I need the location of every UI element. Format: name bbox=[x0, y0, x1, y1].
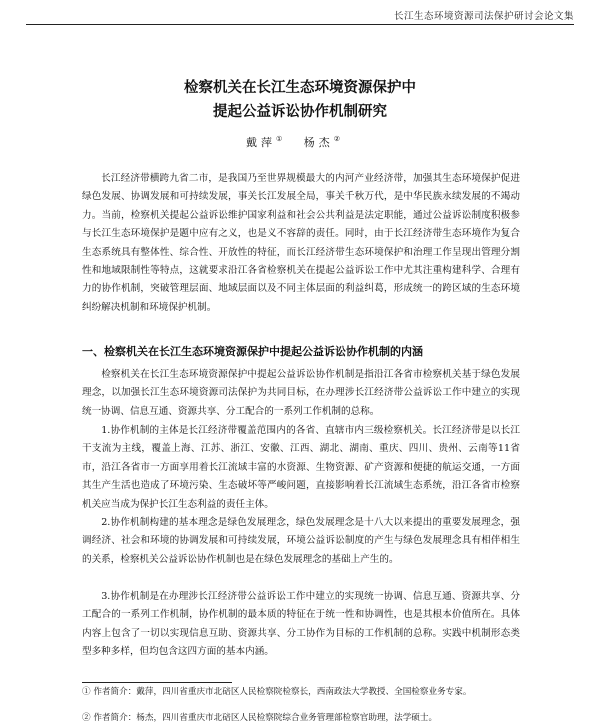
title-line-1: 检察机关在长江生态环境资源保护中 bbox=[184, 80, 416, 96]
author-footnote-mark-1: ① bbox=[275, 135, 283, 144]
author-name-1: 戴萍 bbox=[245, 136, 276, 149]
body-paragraph: 1.协作机制的主体是长江经济带覆盖范围内的各省、直辖市内三级检察机关。长江经济带是以长江干支流为主线，覆盖上海、江苏、浙江、安徽、江西、湖北、湖南、重庆、四川、贵州、云南等11省市，沿江各省市一方面享用着长江流域丰富的水资源、生物资源、矿产资源和便捷的航运交通，一方面其生产生活也造成了环境污染、生态破坏等严峻问题，直接影响着长江流域生态系统，沿江各省市检察机关应当成为保护长江生态利益的责任主体。 bbox=[82, 425, 520, 510]
running-header: 长江生态环境资源司法保护研讨会论文集 bbox=[393, 11, 574, 22]
header-rule bbox=[26, 24, 574, 25]
footnote: ② 作者简介：杨杰，四川省重庆市北碚区人民检察院综合业务管理部检察官助理，法学硕士。 bbox=[82, 713, 438, 723]
section-heading: 一、检察机关在长江生态环境资源保护中提起公益诉讼协作机制的内涵 bbox=[82, 345, 423, 358]
author-name-2: 杨杰 bbox=[303, 136, 334, 149]
author-line bbox=[0, 134, 600, 150]
footnote-rule bbox=[82, 682, 232, 683]
title-line-2: 提起公益诉讼协作机制研究 bbox=[213, 104, 387, 120]
body-paragraph: 检察机关在长江生态环境资源保护中提起公益诉讼协作机制是指沿江各省市检察机关基于绿色发展理念，以加强长江生态环境资源司法保护为共同目标，在办理涉长江经济带公益诉讼工作中建立的实现统一协调、信息互通、资源共享、分工配合的一系列工作机制的总称。 bbox=[82, 369, 520, 417]
body-paragraph: 3.协作机制是在办理涉长江经济带公益诉讼工作中建立的实现统一协调、信息互通、资源共享、分工配合的一系列工作机制，协作机制的最本质的特征在于统一性和协调性，也是其根本价值所在。具体内容上包含了一切以实现信息互助、资源共享、分工协作为目标的工作机制的总称。实践中机制形态类型多种多样，但均包含这四方面的基本内涵。 bbox=[82, 591, 520, 658]
paper-title bbox=[0, 76, 600, 124]
footnote: ① 作者简介：戴萍，四川省重庆市北碚区人民检察院检察长，西南政法大学教授、全国检察业务专家。 bbox=[82, 687, 472, 697]
body-paragraph: 2.协作机制构建的基本理念是绿色发展理念，绿色发展理念是十八大以来提出的重要发展理念，强调经济、社会和环境的协调发展和可持续发展，环境公益诉讼制度的产生与绿色发展理念具有相伴相生的关系，检察机关公益诉讼协作机制也是在绿色发展理念的基础上产生的。 bbox=[82, 517, 520, 565]
author-footnote-mark-2: ② bbox=[333, 135, 341, 144]
abstract-paragraph: 长江经济带横跨九省二市，是我国乃至世界规模最大的内河产业经济带，加强其生态环境保护促进绿色发展、协调发展和可持续发展，事关长江发展全局，事关千秋万代，是中华民族永续发展的不竭动力。当前，检察机关提起公益诉讼维护国家利益和社会公共利益是法定职能，通过公益诉讼制度积极参与长江生态环境保护是题中应有之义，也是义不容辞的责任。同时，由于长江经济带生态环境作为复合生态系统具有整体性、综合性、开放性的特征，而长江经济带生态环境保护和治理工作呈现出管理分割性和地域限制性等特点，这就要求沿江各省检察机关在提起公益诉讼工作中尤其注重构建科学、合理有力的协作机制，突破管理层面、地域层面以及不同主体层面的利益纠葛，形成统一的跨区域的生态环境纠纷解决机制和环境保护机制。 bbox=[82, 173, 520, 313]
